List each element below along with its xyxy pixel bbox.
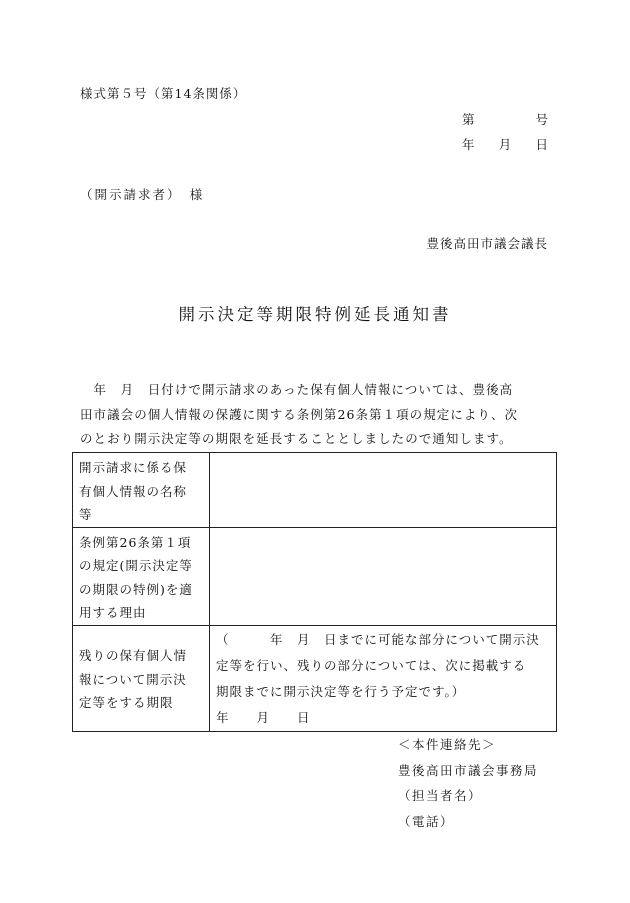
row-label-info-name: 開示請求に係る保 有個人情報の名称 等 — [73, 453, 210, 528]
body-line: のとおり開示決定等の期限を延長することとしましたので通知します。 — [80, 431, 513, 446]
row-value-deadline — [210, 625, 557, 731]
date-month: 月 — [498, 137, 512, 152]
table-row — [73, 527, 557, 625]
date-day: 日 — [535, 137, 548, 152]
row-value-info-name — [210, 453, 557, 528]
document-date — [462, 135, 548, 153]
table-row — [73, 625, 557, 731]
document-number — [462, 110, 548, 128]
form-number: 様式第５号（第14条関係） — [80, 86, 247, 101]
deadline-line: 定等を行い、残りの部分については、次に掲載する — [216, 657, 527, 673]
doc-number-prefix: 第 — [462, 112, 475, 127]
contact-block — [398, 732, 538, 834]
row-label-deadline: 残りの保有個人情 報について開示決 定等をする期限 — [73, 625, 210, 731]
body-line: 年 月 日付けで開示請求のあった保有個人情報については、豊後高 — [80, 382, 514, 397]
deadline-date: 年 月 日 — [216, 709, 311, 725]
issuer: 豊後高田市議会議長 — [426, 236, 548, 251]
contact-person: （担当者名） — [398, 788, 483, 803]
page-title: 開示決定等期限特例延長通知書 — [178, 305, 452, 324]
doc-number-suffix: 号 — [535, 112, 548, 127]
info-table — [72, 452, 557, 732]
contact-office: 豊後高田市議会事務局 — [398, 762, 539, 778]
deadline-line: 期限までに開示決定等を行う予定です。） — [216, 683, 466, 699]
table-row — [73, 453, 557, 528]
body-line: 田市議会の個人情報の保護に関する条例第26条第１項の規定により、次 — [80, 406, 519, 422]
addressee: （開示請求者） 様 — [80, 187, 205, 202]
contact-phone: （電話） — [398, 813, 455, 829]
deadline-line: （ 年 月 日までに可能な部分について開示決 — [216, 631, 540, 647]
date-year: 年 — [462, 137, 475, 152]
row-label-reason: 条例第26条第１項 の規定(開示決定等 の期限の特例)を適 用する理由 — [73, 527, 210, 625]
notice-body — [80, 378, 550, 452]
contact-heading: ＜本件連絡先＞ — [398, 737, 497, 752]
row-value-reason — [210, 527, 557, 625]
